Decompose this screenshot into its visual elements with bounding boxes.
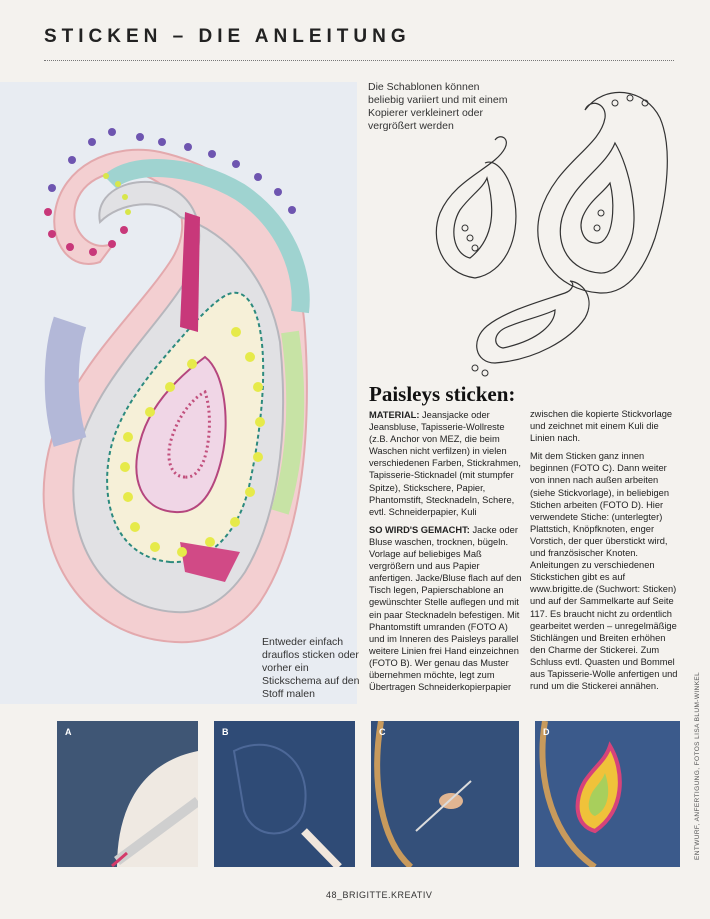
article-column-2 <box>530 408 680 698</box>
photo-label: B <box>222 727 229 737</box>
main-photo-caption: Entweder einfach drauflos sticken oder vorher ein Stickschema auf den Stoff malen <box>262 636 360 700</box>
paisley-templates-drawing <box>415 78 695 378</box>
howto-text: Jacke oder Bluse waschen, trocknen, bügeln. Vorlage auf beliebiges Maß vergrößern und aus Papier anfertigen. Jacke/Bluse flach auf den Tisch legen, Papierschablone an gewünschter Stelle auflegen und mit ein paar Stecknadeln befestigen. Mit Phantomstift umranden (FOTO A) und im Inneren des Paisleys parallel weitere Linien frei Hand einzeichnen (FOTO B). Wer genau das Muster übernehmen möchte, legt zum Übertragen Schneiderkopierpapier <box>369 524 522 693</box>
material-label: MATERIAL: <box>369 410 420 420</box>
templates-caption: Die Schablonen können beliebig variiert und mit einem Kopierer verkleinert oder vergrößert werden <box>368 81 508 132</box>
paisley-embroidery-illustration <box>0 82 357 704</box>
finished-paisley-icon <box>535 721 680 867</box>
header-divider <box>44 60 674 61</box>
marker-on-template-icon <box>57 721 198 867</box>
step-photo-a <box>57 721 198 867</box>
photo-label: C <box>379 727 386 737</box>
photo-label: D <box>543 727 550 737</box>
step-photo-d <box>535 721 680 867</box>
article-title: Paisleys sticken: <box>369 382 516 406</box>
hoop-stitching-icon <box>371 721 519 867</box>
paisley-template-icon <box>415 78 695 378</box>
denim-drawing-icon <box>214 721 355 867</box>
page-footer: 48_BRIGITTE.KREATIV <box>326 890 433 900</box>
howto-label: SO WIRD'S GEMACHT: <box>369 524 470 535</box>
main-embroidery-photo <box>0 82 357 704</box>
page-title: STICKEN – DIE ANLEITUNG <box>44 26 411 47</box>
article-column-1 <box>369 409 523 699</box>
col2-paragraph-2: Mit dem Sticken ganz innen beginnen (FOTO C). Dann weiter von innen nach außen arbeiten (siehe Stickvorlage), in beliebigen Stichen arbeiten (FOTO D). Hier verwendete Stiche: (unterlegter) Plattstich, Knöpfknoten, enger Vorstich, der quer überstickt wird, und französischer Knoten. Anleitungen zu verschiedenen Stickstichen gibt es auf www.brigitte.de (Suchwort: Sticken) und auf der Sammelkarte auf Seite 117. Es braucht nicht zu ordentlich gearbeitet werden – unregelmäßige Stichlängen und Breiten erhöhen den Charme der Stickerei. Zum Schluss evtl. Quasten und Bommel aus Tapisserie-Wolle anfertigen und rund um die Stickerei annähen. <box>530 451 678 692</box>
photo-label: A <box>65 727 72 737</box>
col2-paragraph-1: zwischen die kopierte Stickvorlage und zeichnet mit einem Kuli die Linien nach. <box>530 409 673 444</box>
material-text: Jeansjacke oder Jeansbluse, Tapisserie-Wollreste (z.B. Anchor von MEZ, die beim Waschen nicht verfilzen) in vielen verschiedenen Farben, Stickrahmen, Tapisserie-Sticknadel (mit stumpfer Spitze), Stickschere, Papier, Phantomstift, Stecknadeln, Schere, evtl. Schneiderpapier, Kuli <box>369 410 521 517</box>
photo-credit: ENTWURF, ANFERTIGUNG, FOTOS LISA BLUM-WINKEL <box>694 671 701 860</box>
step-photo-b <box>214 721 355 867</box>
step-photo-c <box>371 721 519 867</box>
